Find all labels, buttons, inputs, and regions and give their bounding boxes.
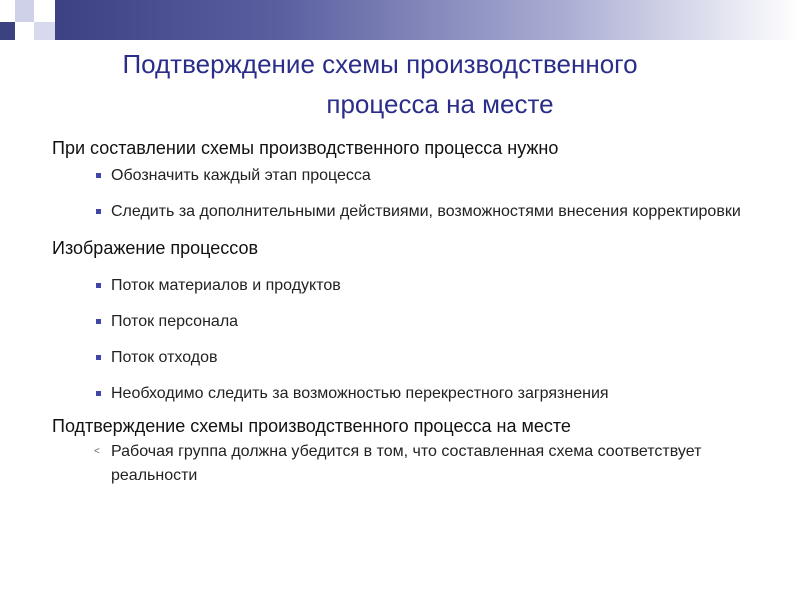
square-bullet-icon — [96, 209, 101, 214]
slide-body — [52, 136, 782, 488]
list-item-text: Следить за дополнительными действиями, возможностями внесения корректировки — [111, 203, 741, 220]
bullet-list — [52, 440, 782, 488]
list-item — [96, 346, 782, 370]
list-item-text: Поток материалов и продуктов — [111, 277, 341, 294]
list-item-text: Рабочая группа должна убедится в том, что составленная схема соответствует реальности — [111, 443, 702, 484]
header-gradient-banner — [0, 0, 800, 40]
list-item — [96, 200, 782, 224]
decor-square — [0, 22, 15, 40]
list-item-text: Необходимо следить за возможностью перекрестного загрязнения — [111, 385, 609, 402]
slide-title-line1: Подтверждение схемы производственного — [122, 49, 638, 79]
slide-title-line2: процесса на месте — [326, 89, 554, 119]
bullet-list — [52, 274, 782, 406]
section-heading: Изображение процессов — [52, 238, 259, 258]
list-item-text: Поток отходов — [111, 349, 218, 366]
arrow-bullet-icon: < — [94, 446, 100, 457]
square-bullet-icon — [96, 173, 101, 178]
decor-square — [34, 22, 55, 40]
list-item — [96, 164, 782, 188]
section-heading: При составлении схемы производственного процесса нужно — [52, 138, 559, 158]
square-bullet-icon — [96, 319, 101, 324]
decor-square — [15, 0, 34, 22]
list-item-text: Обозначить каждый этап процесса — [111, 167, 371, 184]
decor-square — [15, 22, 34, 40]
square-bullet-icon — [96, 283, 101, 288]
decor-square — [34, 0, 55, 22]
section-heading: Подтверждение схемы производственного процесса на месте — [52, 416, 571, 436]
decor-square — [0, 0, 15, 22]
list-item — [96, 440, 782, 488]
square-bullet-icon — [96, 391, 101, 396]
slide-title — [60, 44, 780, 124]
list-item — [96, 310, 782, 334]
list-item-text: Поток персонала — [111, 313, 239, 330]
square-bullet-icon — [96, 355, 101, 360]
list-item — [96, 274, 782, 298]
bullet-list — [52, 164, 782, 224]
list-item — [96, 382, 782, 406]
